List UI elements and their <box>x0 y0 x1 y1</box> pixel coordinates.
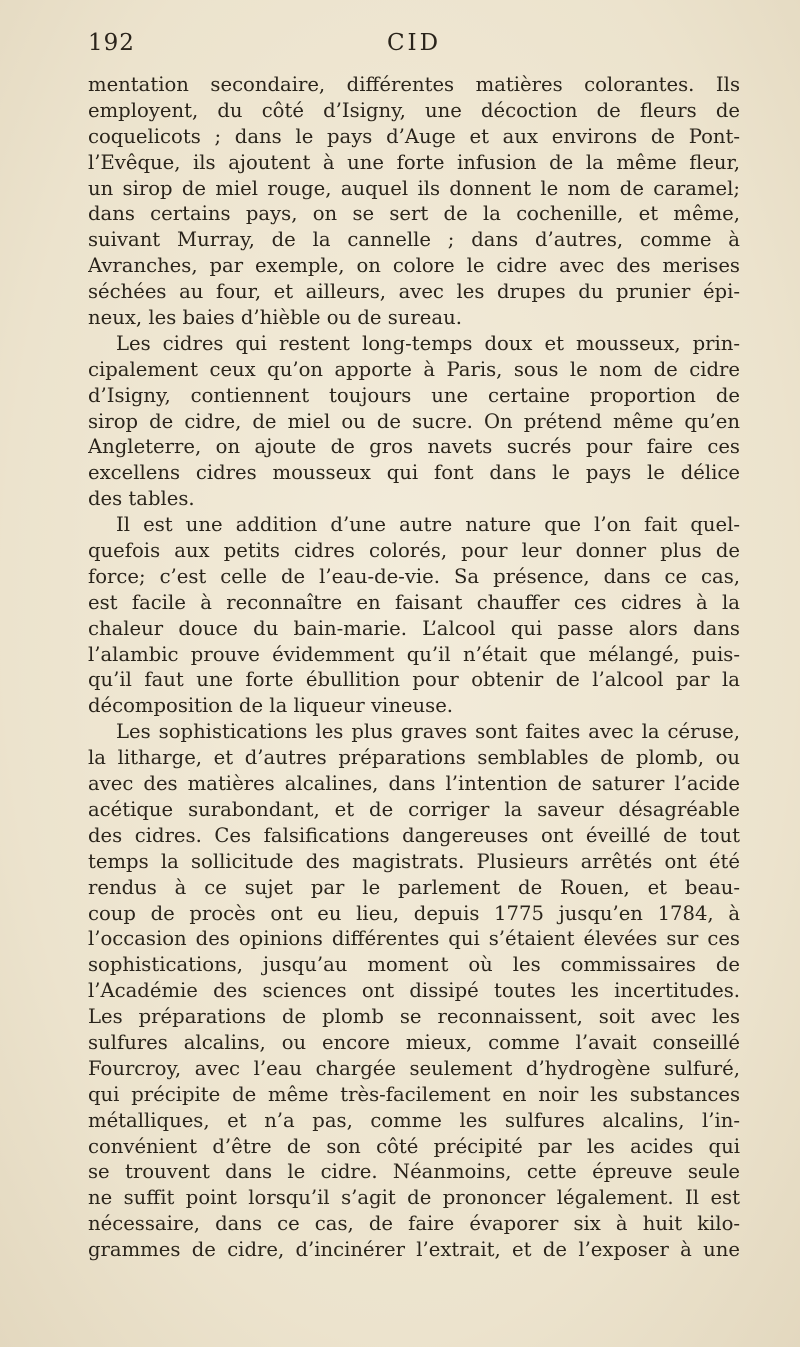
text-line: des cidres. Ces falsifications dangereuses ont éveillé de tout <box>88 823 740 847</box>
text-line: qu’il faut une forte ébullition pour obtenir de l’alcool par la <box>88 668 740 692</box>
text-line: l’Académie des sciences ont dissipé toutes les incertitudes. <box>88 979 740 1003</box>
text-line: sophistications, jusqu’au moment où les commissaires de <box>88 953 740 977</box>
page-header <box>88 30 740 66</box>
text-line: Avranches, par exemple, on colore le cidre avec des merises <box>88 254 740 278</box>
text-line: temps la sollicitude des magistrats. Plusieurs arrêtés ont été <box>88 849 740 873</box>
text-line: l’Evêque, ils ajoutent à une forte infusion de la même fleur, <box>88 150 740 174</box>
text-line: est facile à reconnaître en faisant chauffer ces cidres à la <box>88 590 740 614</box>
text-line: Angleterre, on ajoute de gros navets sucrés pour faire ces <box>88 435 740 459</box>
text-line: Il est une addition d’une autre nature que l’on fait quel- <box>116 513 740 537</box>
page-number: 192 <box>88 30 135 56</box>
text-line: suivant Murray, de la cannelle ; dans d’autres, comme à <box>88 228 740 252</box>
text-line: rendus à ce sujet par le parlement de Rouen, et beau- <box>88 875 740 899</box>
text-line: coquelicots ; dans le pays d’Auge et aux environs de Pont- <box>88 124 740 148</box>
text-line: qui précipite de même très-facilement en noir les substances <box>88 1082 740 1106</box>
text-line: excellens cidres mousseux qui font dans le pays le délice <box>88 461 740 485</box>
text-line: Les sophistications les plus graves sont faites avec la céruse, <box>116 720 740 744</box>
text-line: Fourcroy, avec l’eau chargée seulement d’hydrogène sulfuré, <box>88 1056 740 1080</box>
text-line: acétique surabondant, et de corriger la saveur désagréable <box>88 797 740 821</box>
text-line: se trouvent dans le cidre. Néanmoins, cette épreuve seule <box>88 1160 740 1184</box>
running-head: CID <box>386 30 442 56</box>
text-line: l’occasion des opinions différentes qui s’étaient élevées sur ces <box>88 927 740 951</box>
text-line: la litharge, et d’autres préparations semblables de plomb, ou <box>88 746 740 770</box>
text-line: coup de procès ont eu lieu, depuis 1775 jusqu’en 1784, à <box>88 901 740 925</box>
text-line: avec des matières alcalines, dans l’intention de saturer l’acide <box>88 772 740 796</box>
text-line: d’Isigny, contiennent toujours une certaine proportion de <box>88 383 740 407</box>
text-line: mentation secondaire, différentes matières colorantes. Ils <box>88 73 740 96</box>
text-line: décomposition de la liqueur vineuse. <box>88 694 454 718</box>
text-line: employent, du côté d’Isigny, une décoction de fleurs de <box>88 98 740 122</box>
text-line: métalliques, et n’a pas, comme les sulfures alcalins, l’in- <box>88 1108 740 1132</box>
text-line: chaleur douce du bain-marie. L’alcool qui passe alors dans <box>88 616 740 640</box>
text-line: neux, les baies d’hièble ou de sureau. <box>88 306 462 330</box>
text-line: nécessaire, dans ce cas, de faire évaporer six à huit kilo- <box>88 1212 740 1236</box>
text-line: l’alambic prouve évidemment qu’il n’était que mélangé, puis- <box>88 642 740 666</box>
text-line: un sirop de miel rouge, auquel ils donnent le nom de caramel; <box>88 176 740 200</box>
text-line: grammes de cidre, d’incinérer l’extrait, et de l’exposer à une <box>88 1238 740 1262</box>
text-line: cipalement ceux qu’on apporte à Paris, sous le nom de cidre <box>88 357 740 381</box>
text-line: dans certains pays, on se sert de la cochenille, et même, <box>88 202 740 226</box>
text-line: séchées au four, et ailleurs, avec les drupes du prunier épi- <box>88 280 740 304</box>
text-line: ne suffit point lorsqu’il s’agit de prononcer légalement. Il est <box>88 1186 740 1210</box>
text-line: Les cidres qui restent long-temps doux et mousseux, prin- <box>116 331 740 355</box>
text-line: quefois aux petits cidres colorés, pour leur donner plus de <box>88 539 740 563</box>
text-line: sirop de cidre, de miel ou de sucre. On prétend même qu’en <box>88 409 740 433</box>
text-line: force; c’est celle de l’eau-de-vie. Sa présence, dans ce cas, <box>88 564 740 588</box>
text-line: des tables. <box>88 487 195 511</box>
text-line: convénient d’être de son côté précipité par les acides qui <box>88 1134 740 1158</box>
text-line: sulfures alcalins, ou encore mieux, comme l’avait conseillé <box>88 1030 740 1054</box>
body-text <box>88 72 740 1263</box>
text-line: Les préparations de plomb se reconnaissent, soit avec les <box>88 1005 740 1029</box>
